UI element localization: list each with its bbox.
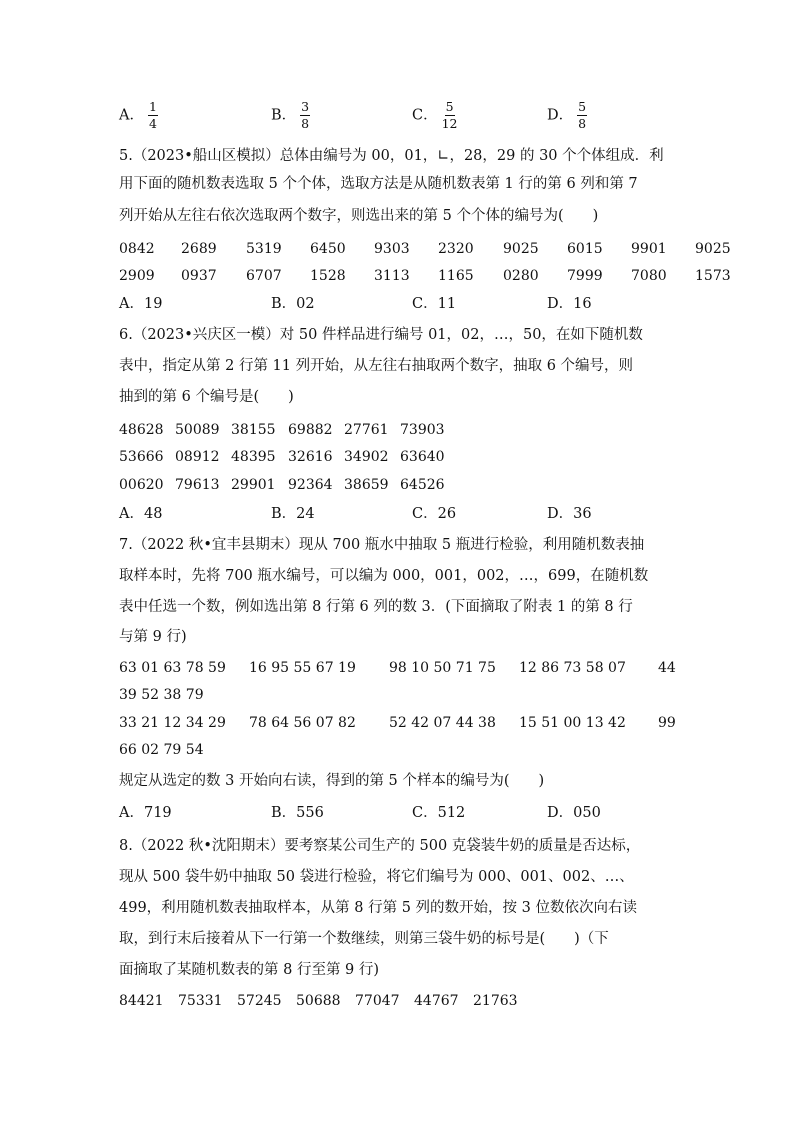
q6-stem-line-1: 6.（2023•兴庆区一模）对 50 件样品进行编号 01，02，…，50，在如下随机数 xyxy=(119,327,643,343)
table-cell: 73903 xyxy=(400,422,445,438)
q8-stem-line-5: 面摘取了某随机数表的第 8 行至第 9 行) xyxy=(119,962,380,978)
q6-option-b: B．24 xyxy=(271,506,315,522)
fraction xyxy=(300,100,310,131)
denominator: 12 xyxy=(441,116,458,131)
table-cell: 0842 xyxy=(119,241,155,257)
q6-option-c: C．26 xyxy=(412,506,457,522)
q7-stem-line-4: 与第 9 行) xyxy=(119,629,187,645)
q7-stem-line-2: 取样本时，先将 700 瓶水编号，可以编为 000，001，002，…，699，在随机数 xyxy=(119,568,649,584)
table-cell: 77047 xyxy=(355,993,400,1009)
table-cell: 32616 xyxy=(288,449,333,465)
table-cell: 75331 xyxy=(178,993,223,1009)
table-cell: 48628 xyxy=(119,422,164,438)
table-cell: 53666 xyxy=(119,449,164,465)
option-label: C． xyxy=(412,107,438,124)
denominator: 8 xyxy=(301,116,310,131)
q5-option-b: B．02 xyxy=(271,296,315,312)
table-cell: 6707 xyxy=(246,268,282,284)
denominator: 8 xyxy=(578,116,587,131)
q7-option-d: D．050 xyxy=(547,805,601,821)
table-cell: 6450 xyxy=(310,241,346,257)
q5-stem-line-2: 用下面的随机数表选取 5 个个体，选取方法是从随机数表第 1 行的第 6 列和第 7 xyxy=(119,176,638,192)
q5-stem-line-1: 5.（2023•船山区模拟）总体由编号为 00，01，∟，28，29 的 30 个个体组成．利 xyxy=(119,148,664,164)
numerator: 3 xyxy=(301,99,310,114)
table-cell: 79613 xyxy=(175,477,220,493)
table-cell: 52 42 07 44 38 xyxy=(389,715,496,731)
table-cell: 2909 xyxy=(119,268,155,284)
q5-option-c: C．11 xyxy=(412,296,457,312)
table-cell: 08912 xyxy=(175,449,220,465)
q5-option-a: A．19 xyxy=(119,296,163,312)
q4-option-c xyxy=(412,100,458,131)
table-cell: 38659 xyxy=(344,477,389,493)
q7-stem-line-1: 7.（2022 秋•宜丰县期末）现从 700 瓶水中抽取 5 瓶进行检验，利用随机数表抽 xyxy=(119,537,645,553)
table-cell: 44767 xyxy=(414,993,459,1009)
q4-option-b xyxy=(271,100,310,131)
numerator: 1 xyxy=(148,99,157,114)
table-cell: 5319 xyxy=(246,241,282,257)
q7-option-c: C．512 xyxy=(412,805,466,821)
table-cell: 2689 xyxy=(181,241,217,257)
table-cell: 99 xyxy=(658,715,676,731)
table-cell: 9025 xyxy=(503,241,539,257)
table-cell: 64526 xyxy=(400,477,445,493)
q7-option-b: B．556 xyxy=(271,805,324,821)
table-cell: 3113 xyxy=(374,268,410,284)
q7-table-row-1-wrap: 39 52 38 79 xyxy=(119,687,204,703)
table-cell: 50688 xyxy=(296,993,341,1009)
table-cell: 15 51 00 13 42 xyxy=(519,715,626,731)
table-cell: 9901 xyxy=(631,241,667,257)
table-cell: 9303 xyxy=(374,241,410,257)
q8-stem-line-4: 取，到行末后接着从下一行第一个数继续，则第三袋牛奶的标号是( )（下 xyxy=(119,931,609,947)
q7-table-row-2-wrap: 66 02 79 54 xyxy=(119,742,204,758)
table-cell: 63 01 63 78 59 xyxy=(119,660,226,676)
q6-option-d: D．36 xyxy=(547,506,592,522)
table-cell: 50089 xyxy=(175,422,220,438)
table-cell: 38155 xyxy=(231,422,276,438)
table-cell: 92364 xyxy=(288,477,333,493)
table-cell: 1528 xyxy=(310,268,346,284)
table-cell: 33 21 12 34 29 xyxy=(119,715,226,731)
q8-stem-line-2: 现从 500 袋牛奶中抽取 50 袋进行检验，将它们编号为 000、001、002、…、 xyxy=(119,869,634,885)
option-label: B． xyxy=(271,107,297,124)
q8-stem-line-1: 8.（2022 秋•沈阳期末）要考察某公司生产的 500 克袋装牛奶的质量是否达标， xyxy=(119,838,641,854)
table-cell: 1573 xyxy=(695,268,731,284)
q7-instruction: 规定从选定的数 3 开始向右读，得到的第 5 个样本的编号为( ) xyxy=(119,773,545,789)
fraction xyxy=(442,100,458,131)
table-cell: 48395 xyxy=(231,449,276,465)
table-cell: 6015 xyxy=(567,241,603,257)
table-cell: 44 xyxy=(658,660,676,676)
table-cell: 78 64 56 07 82 xyxy=(249,715,356,731)
table-cell: 34902 xyxy=(344,449,389,465)
table-cell: 69882 xyxy=(288,422,333,438)
fraction xyxy=(148,100,158,131)
table-cell: 27761 xyxy=(344,422,389,438)
option-label: A． xyxy=(119,107,144,124)
fraction xyxy=(577,100,587,131)
table-cell: 0937 xyxy=(181,268,217,284)
q5-stem-line-3: 列开始从左往右依次选取两个数字，则选出来的第 5 个个体的编号为( ) xyxy=(119,208,599,224)
table-cell: 0280 xyxy=(503,268,539,284)
q7-stem-line-3: 表中任选一个数，例如选出第 8 行第 6 列的数 3．(下面摘取了附表 1 的第 8 行 xyxy=(119,599,633,615)
table-cell: 84421 xyxy=(119,993,164,1009)
q8-stem-line-3: 499，利用随机数表抽取样本，从第 8 行第 5 列的数开始，按 3 位数依次向右读 xyxy=(119,900,638,916)
table-cell: 2320 xyxy=(438,241,474,257)
q6-stem-line-3: 抽到的第 6 个编号是( ) xyxy=(119,389,294,405)
table-cell: 9025 xyxy=(695,241,731,257)
q5-option-d: D．16 xyxy=(547,296,592,312)
q4-option-d xyxy=(547,100,587,131)
denominator: 4 xyxy=(148,116,157,131)
q6-option-a: A．48 xyxy=(119,506,163,522)
q6-stem-line-2: 表中，指定从第 2 行第 11 列开始，从左往右抽取两个数字，抽取 6 个编号，则 xyxy=(119,358,634,374)
numerator: 5 xyxy=(445,99,454,114)
table-cell: 57245 xyxy=(237,993,282,1009)
table-cell: 16 95 55 67 19 xyxy=(249,660,356,676)
option-label: D． xyxy=(547,107,574,124)
table-cell: 7999 xyxy=(567,268,603,284)
table-cell: 98 10 50 71 75 xyxy=(389,660,496,676)
table-cell: 12 86 73 58 07 xyxy=(519,660,626,676)
q7-option-a: A．719 xyxy=(119,805,172,821)
table-cell: 63640 xyxy=(400,449,445,465)
table-cell: 21763 xyxy=(473,993,518,1009)
numerator: 5 xyxy=(578,99,587,114)
table-cell: 7080 xyxy=(631,268,667,284)
table-cell: 1165 xyxy=(438,268,474,284)
table-cell: 00620 xyxy=(119,477,164,493)
table-cell: 29901 xyxy=(231,477,276,493)
q4-option-a xyxy=(119,100,158,131)
